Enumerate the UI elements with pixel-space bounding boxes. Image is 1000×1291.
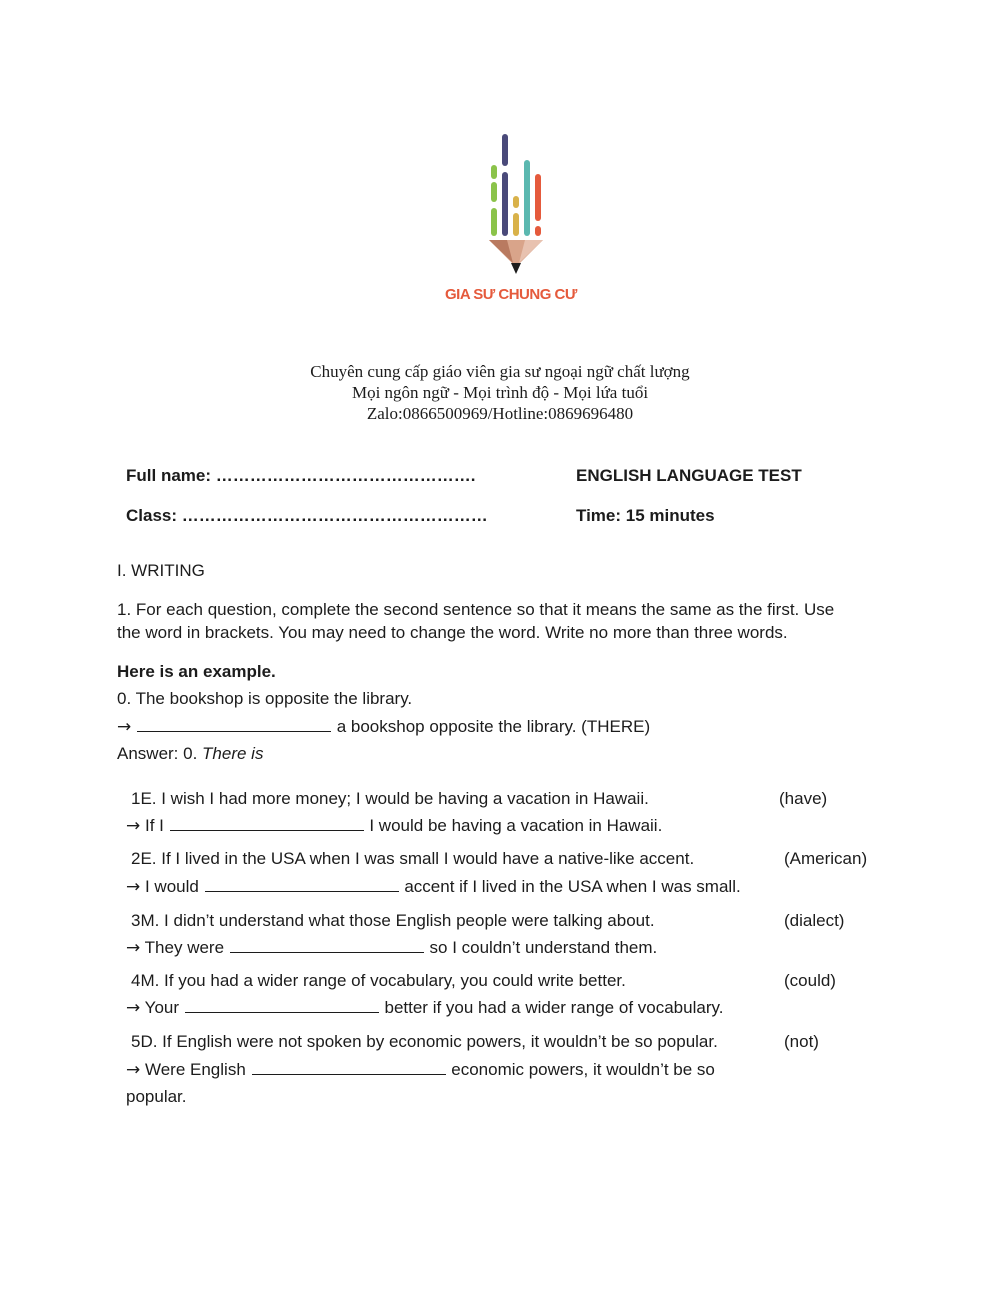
question-1-after: I would be having a vacation in Hawaii. [369, 816, 663, 835]
tagline-line-1: Chuyên cung cấp giáo viên gia sư ngoại ngữ chất lượng [310, 362, 690, 381]
question-5-rewrite [126, 1059, 715, 1081]
section-title: I. WRITING [117, 561, 205, 580]
arrow-icon: → [126, 816, 141, 836]
question-2-before: I would [144, 877, 199, 896]
question-5-answer-blank[interactable] [252, 1059, 446, 1075]
arrow-icon: → [126, 877, 141, 897]
question-2-after: accent if I lived in the USA when I was small. [404, 877, 741, 896]
question-1-answer-blank[interactable] [170, 815, 364, 831]
question-2-sentence: 2E. If I lived in the USA when I was small I would have a native-like accent. [131, 849, 695, 868]
question-4-sentence: 4M. If you had a wider range of vocabulary, you could write better. [131, 971, 626, 990]
question-1-before: If I [144, 816, 164, 835]
question-4-rewrite [126, 997, 723, 1019]
question-5-before: Were English [144, 1060, 246, 1079]
question-4-hint: (could) [784, 971, 836, 990]
question-3-rewrite [126, 937, 657, 959]
question-2-rewrite [126, 876, 741, 898]
question-5-after: economic powers, it wouldn’t be so [451, 1060, 715, 1079]
instruction-line-2: the word in brackets. You may need to change the word. Write no more than three words. [117, 623, 788, 642]
arrow-icon: → [126, 1060, 141, 1080]
question-4-before: Your [144, 998, 180, 1017]
example-rewrite [117, 716, 650, 738]
arrow-icon: → [117, 717, 132, 737]
logo-brand-text: GIA SƯ CHUNG CƯ [445, 286, 577, 303]
full-name-field[interactable]: Full name: ………………………………………. [126, 466, 476, 485]
answer-value: There is [202, 744, 264, 763]
time-limit: Time: 15 minutes [576, 506, 715, 525]
arrow-icon: → [126, 938, 141, 958]
question-5-sentence: 5D. If English were not spoken by economic powers, it wouldn’t be so popular. [131, 1032, 718, 1051]
answer-label: Answer: 0. [117, 744, 198, 763]
question-4-answer-blank[interactable] [185, 997, 379, 1013]
question-3-sentence: 3M. I didn’t understand what those English people were talking about. [131, 911, 655, 930]
arrow-icon: → [126, 998, 141, 1018]
class-field[interactable]: Class: ……………………………………………… [126, 506, 488, 525]
question-2-answer-blank[interactable] [205, 876, 399, 892]
example-blank [137, 716, 331, 732]
test-title: ENGLISH LANGUAGE TEST [576, 466, 802, 485]
example-answer [117, 743, 263, 765]
question-3-answer-blank[interactable] [230, 937, 424, 953]
question-1-hint: (have) [779, 789, 828, 808]
question-1-sentence: 1E. I wish I had more money; I would be having a vacation in Hawaii. [131, 789, 649, 808]
example-heading: Here is an example. [117, 662, 276, 681]
question-5-hint: (not) [784, 1032, 819, 1051]
logo-pencil-image [480, 128, 552, 278]
tagline-line-3: Zalo:0866500969/Hotline:0869696480 [366, 404, 634, 423]
example-rest: a bookshop opposite the library. (THERE) [336, 717, 651, 736]
tagline-line-2: Mọi ngôn ngữ - Mọi trình độ - Mọi lứa tuổi [351, 383, 649, 402]
question-1-rewrite [126, 815, 662, 837]
instruction-line-1: 1. For each question, complete the second sentence so that it means the same as the first. Use [117, 600, 835, 619]
question-3-before: They were [144, 938, 225, 957]
question-3-after: so I couldn’t understand them. [429, 938, 658, 957]
question-4-after: better if you had a wider range of vocabulary. [384, 998, 724, 1017]
question-5-after-line-2: popular. [126, 1087, 187, 1106]
question-2-hint: (American) [784, 849, 868, 868]
example-sentence: 0. The bookshop is opposite the library. [117, 689, 413, 708]
question-3-hint: (dialect) [784, 911, 845, 930]
